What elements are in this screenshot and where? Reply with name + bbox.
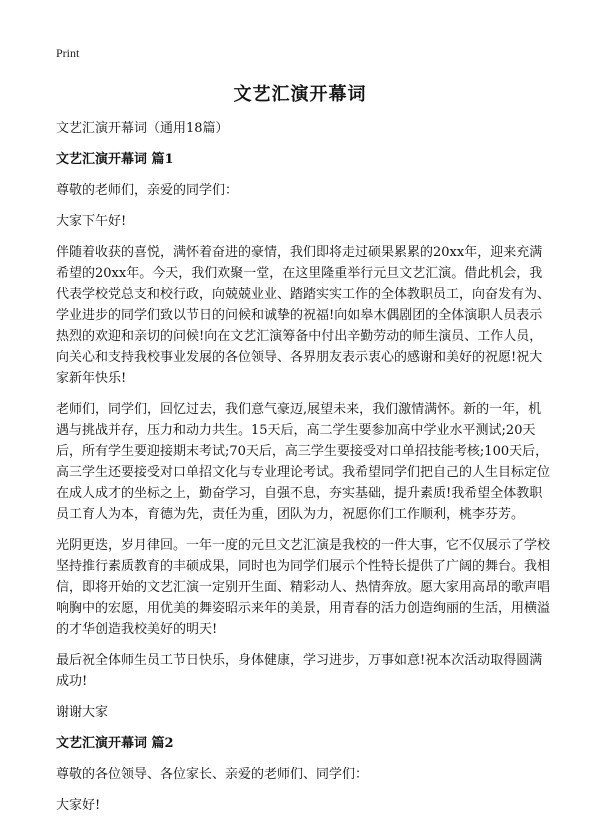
section-heading-2: 文艺汇演开幕词 篇2 [56,736,174,751]
paragraph-closing: 最后祝全体师生员工节日快乐，身体健康，学习进步，万事如意!祝本次活动取得圆满成功! [56,653,543,689]
paragraph-body: 伴随着收获的喜悦，满怀着奋进的豪情，我们即将走过硕果累累的20xx年，迎来充满希望的20xx年。今天，我们欢聚一堂，在这里隆重举行元旦文艺汇演。借此机会，我代表学校党总支和校行政，向兢兢业业、踏踏实实工作的全体教职员工，向奋发有为、学业进步的同学们致以节日的问候和诚挚的祝福!向如皋木偶剧团的全体演职人员表示热烈的欢迎和亲切的问候!向在文艺汇演筹备中付出辛勤劳动的师生演员、工作人员，向关心和支持我校事业发展的各位领导、各界朋友表示衷心的感谢和美好的祝愿!祝大家新年快乐! [56,245,551,386]
paragraph-salutation: 大家下午好! [56,214,127,229]
paragraph-body: 光阴更迭，岁月律回。一年一度的元旦文艺汇演是我校的一件大事，它不仅展示了学校坚持推行素质教育的丰硕成果，同时也为同学们展示个性特长提供了广阔的舞台。我相信，即将开始的文艺汇演一定别开生面、精彩动人、热情奔放。愿大家用高昂的歌声唱响胸中的宏愿，用优美的舞姿昭示来年的美景，用青春的活力创造绚丽的生活，用横溢的才华创造我校美好的明天! [56,538,551,637]
paragraph-body: 老师们，同学们，回忆过去，我们意气豪迈,展望未来，我们激情满怀。新的一年，机遇与挑战并存，压力和动力共生。15天后，高二学生要参加高中学业水平测试;20天后，所有学生要迎接期末考试;70天后，高三学生要接受对口单招技能考核;100天后，高三学生还要接受对口单招文化与专业理论考试。我希望同学们把自己的人生目标定位在成人成才的坐标之上，勤奋学习，自强不息，夯实基础，提升素质!我希望全体教职员工育人为本，育德为先，责任为重，团队为力，祝愿你们工作顺利，桃李芬芳。 [56,402,551,522]
page-title: 文艺汇演开幕词 [233,84,367,105]
paragraph-greeting: 尊敬的老师们，亲爱的同学们： [56,183,239,198]
paragraph-greeting: 尊敬的各位领导、各位家长、亲爱的老师们、同学们： [56,767,369,782]
paragraph-thanks: 谢谢大家 [56,705,109,720]
document-subtitle: 文艺汇演开幕词（通用18篇） [56,121,229,136]
paragraph-salutation: 大家好! [56,798,101,813]
document-body [56,118,550,826]
section-heading-1: 文艺汇演开幕词 篇1 [56,152,174,167]
print-link[interactable]: Print [56,46,80,60]
